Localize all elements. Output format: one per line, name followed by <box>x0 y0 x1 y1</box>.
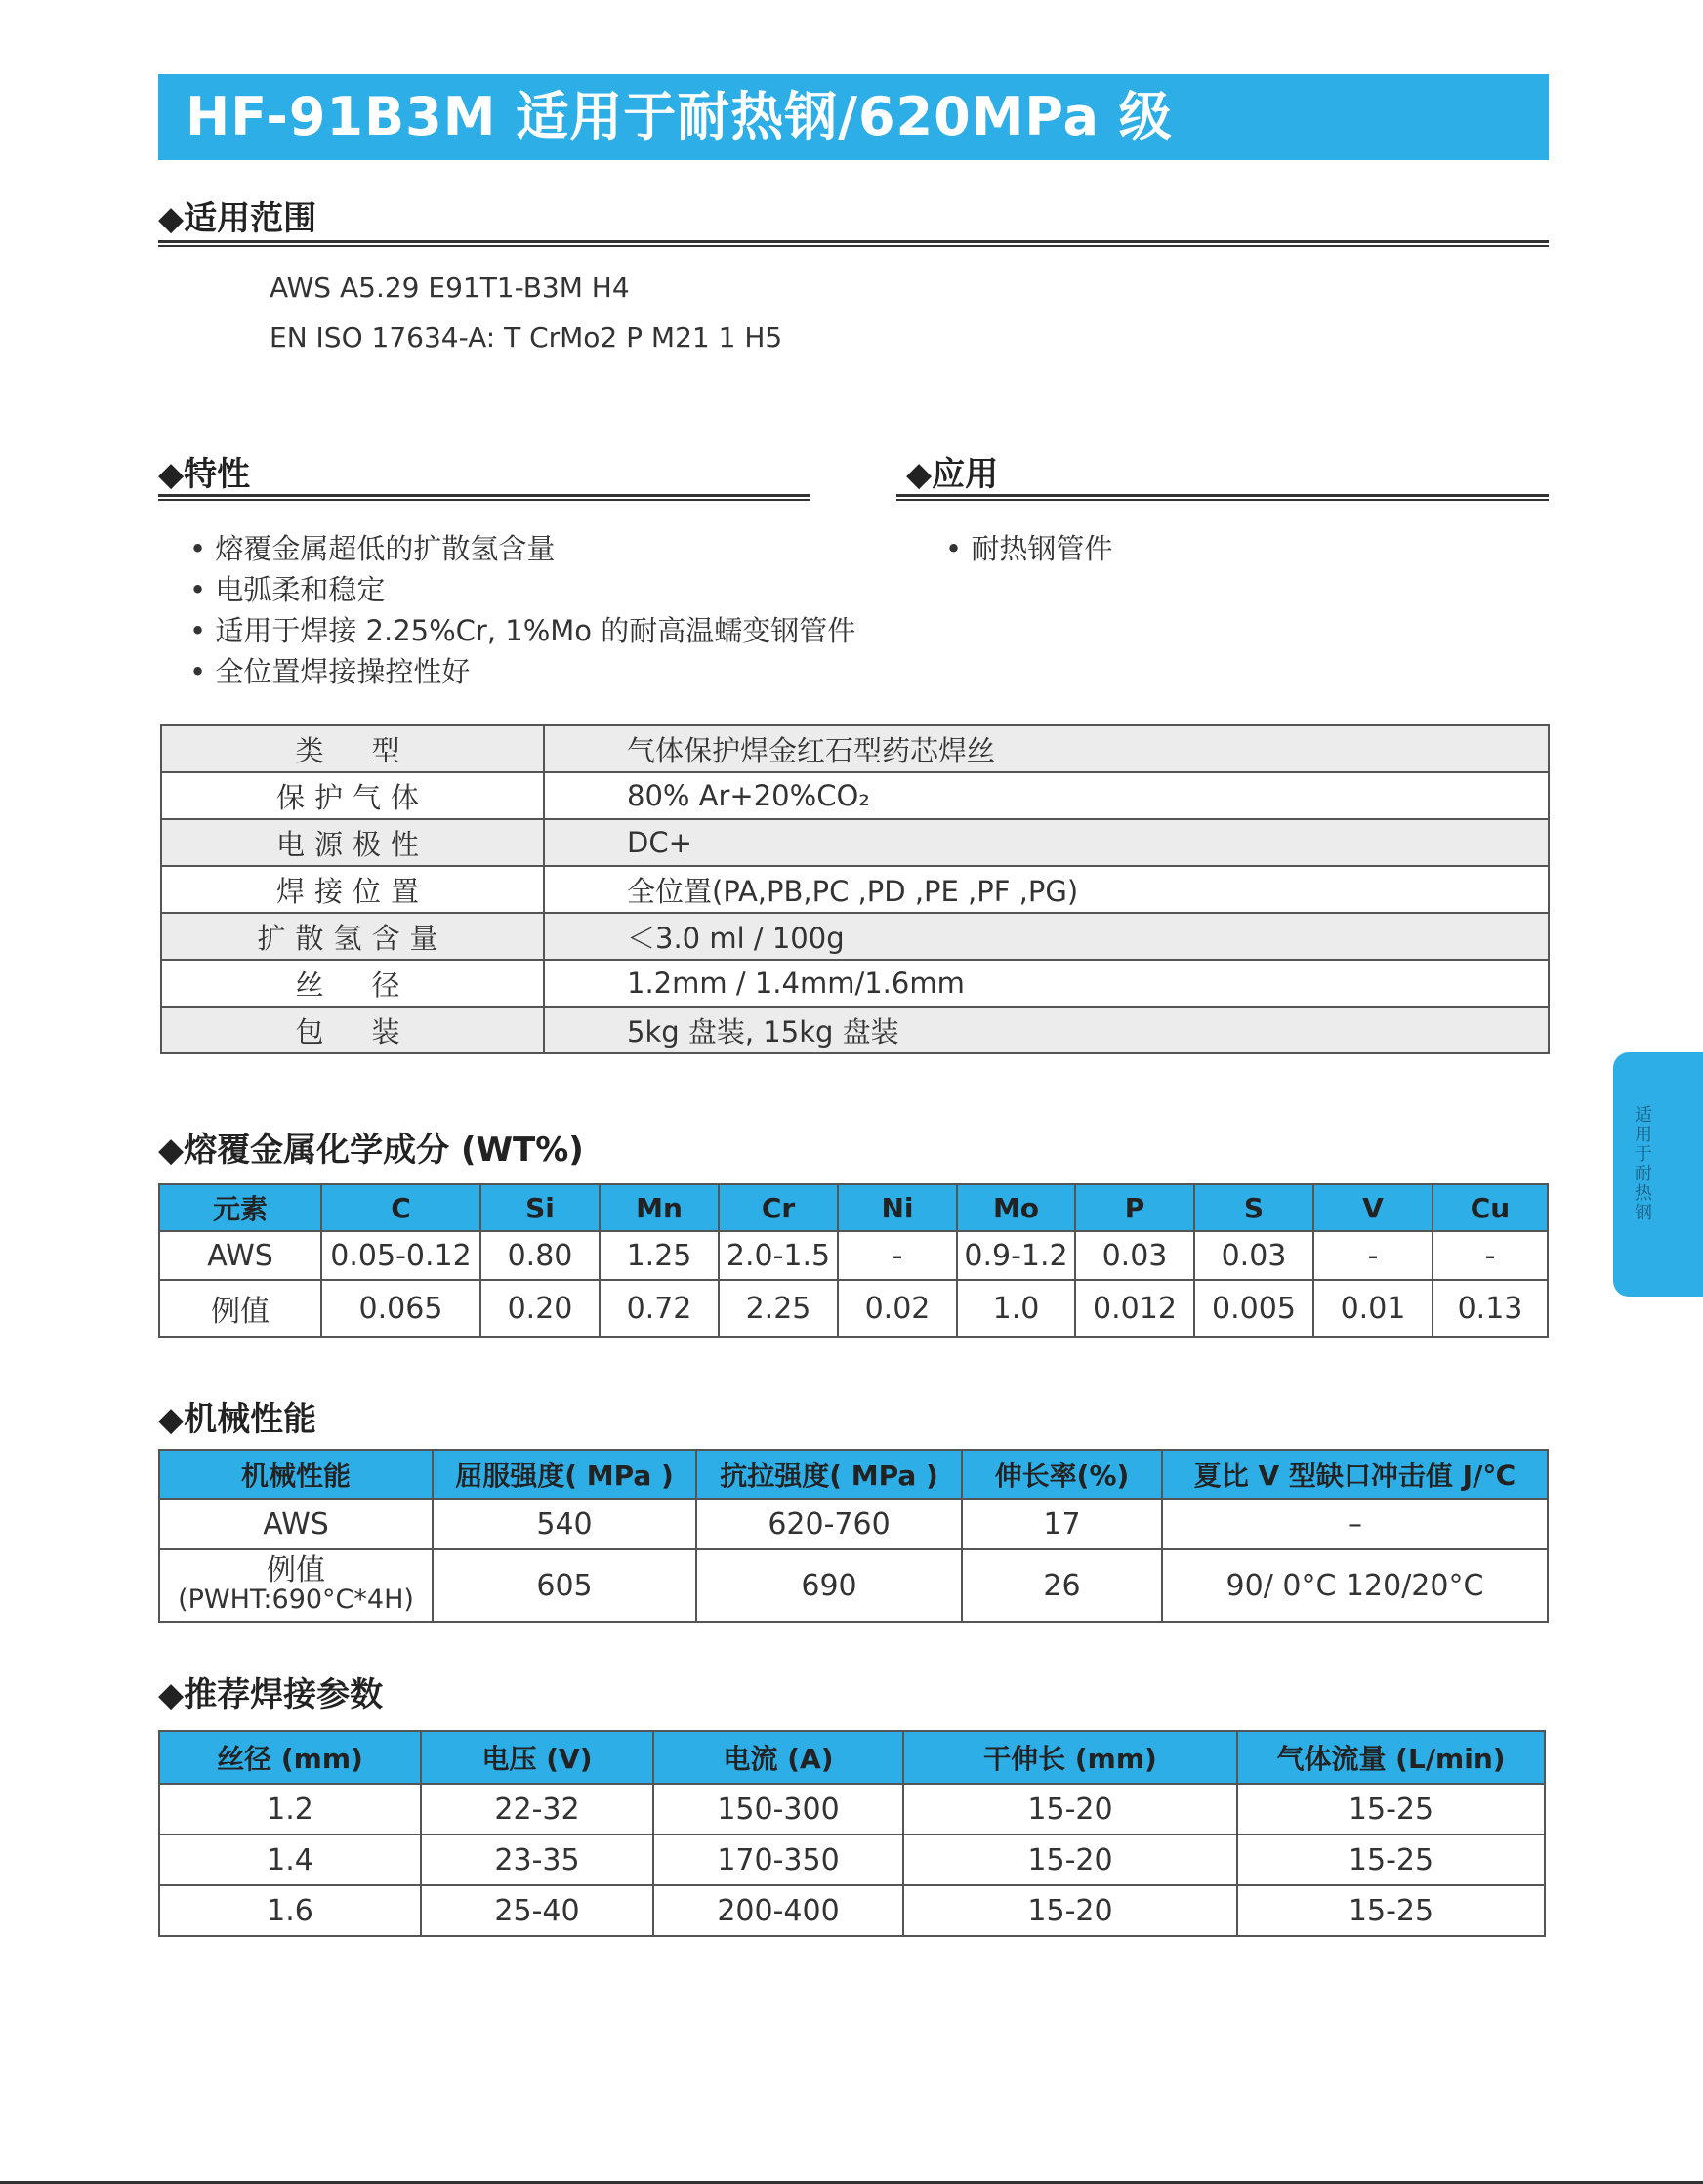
table-cell: - <box>1433 1231 1548 1280</box>
table-cell: 0.9-1.2 <box>957 1231 1075 1280</box>
spec-value: 1.2mm / 1.4mm/1.6mm <box>544 960 1549 1007</box>
table-cell: 0.05-0.12 <box>321 1231 480 1280</box>
table-cell: 15-25 <box>1237 1885 1545 1936</box>
column-header: Ni <box>838 1184 957 1231</box>
table-row <box>161 1007 1549 1053</box>
table-cell: 1.4 <box>159 1834 421 1885</box>
table-row <box>161 913 1549 960</box>
application-item: • 耐热钢管件 <box>945 532 1113 565</box>
table-cell: 0.13 <box>1433 1280 1548 1337</box>
column-header: Mo <box>957 1184 1075 1231</box>
table-cell: 0.80 <box>480 1231 600 1280</box>
table-cell: AWS <box>159 1499 433 1549</box>
table-cell: AWS <box>159 1231 321 1280</box>
table-cell: 15-20 <box>903 1885 1237 1936</box>
feature-item: • 电弧柔和稳定 <box>189 573 386 606</box>
column-header: V <box>1313 1184 1433 1231</box>
table-cell: 605 <box>433 1549 696 1622</box>
table-row <box>161 960 1549 1007</box>
spec-key: 类 型 <box>161 725 544 772</box>
table-row <box>161 725 1549 772</box>
scope-heading: ◆适用范围 <box>158 199 317 238</box>
table-cell: 170-350 <box>653 1834 903 1885</box>
standard-aws: AWS A5.29 E91T1-B3M H4 <box>270 271 630 304</box>
table-cell: 15-25 <box>1237 1784 1545 1834</box>
table-cell: 例值 <box>159 1280 321 1337</box>
table-cell: - <box>1313 1231 1433 1280</box>
mech-table <box>158 1449 1549 1623</box>
table-cell: 15-20 <box>903 1834 1237 1885</box>
column-header: P <box>1075 1184 1194 1231</box>
spec-key: 扩散氢含量 <box>161 913 544 960</box>
column-header: Cu <box>1433 1184 1548 1231</box>
spec-key: 包 装 <box>161 1007 544 1053</box>
table-row <box>159 1784 1545 1834</box>
side-category-tab[interactable] <box>1613 1052 1703 1297</box>
table-cell: 25-40 <box>421 1885 653 1936</box>
table-cell: 0.065 <box>321 1280 480 1337</box>
column-header: 气体流量 (L/min) <box>1237 1731 1545 1784</box>
chem-table <box>158 1183 1549 1338</box>
feature-item: • 适用于焊接 2.25%Cr, 1%Mo 的耐高温蠕变钢管件 <box>189 614 856 647</box>
table-cell: - <box>838 1231 957 1280</box>
features-divider <box>158 494 810 501</box>
chem-heading: ◆熔覆金属化学成分 (WT%) <box>158 1131 584 1170</box>
table-header-row <box>159 1450 1548 1499</box>
table-cell: 15-25 <box>1237 1834 1545 1885</box>
pwht-note: (PWHT:690°C*4H) <box>178 1585 414 1615</box>
column-header: 电压 (V) <box>421 1731 653 1784</box>
table-cell: 540 <box>433 1499 696 1549</box>
feature-item: • 全位置焊接操控性好 <box>189 655 471 688</box>
table-row <box>159 1231 1548 1280</box>
table-row <box>161 772 1549 819</box>
column-header: 夏比 V 型缺口冲击值 J/℃ <box>1162 1450 1548 1499</box>
scope-divider <box>158 240 1549 247</box>
table-cell: 0.03 <box>1194 1231 1313 1280</box>
column-header: 丝径 (mm) <box>159 1731 421 1784</box>
column-header: 抗拉强度( MPa ) <box>696 1450 962 1499</box>
table-row <box>159 1885 1545 1936</box>
table-cell <box>159 1549 433 1622</box>
standard-en-iso: EN ISO 17634-A: T CrMo2 P M21 1 H5 <box>270 321 783 353</box>
spec-key: 丝 径 <box>161 960 544 1007</box>
table-cell: 90/ 0°C 120/20°C <box>1162 1549 1548 1622</box>
column-header: 元素 <box>159 1184 321 1231</box>
table-cell: 0.012 <box>1075 1280 1194 1337</box>
spec-key: 电源极性 <box>161 819 544 866</box>
table-row <box>159 1549 1548 1622</box>
table-cell: 690 <box>696 1549 962 1622</box>
spec-value: 气体保护焊金红石型药芯焊丝 <box>544 725 1549 772</box>
column-header: Si <box>480 1184 600 1231</box>
table-header-row <box>159 1184 1548 1231</box>
spec-value: ＜3.0 ml / 100g <box>544 913 1549 960</box>
table-row <box>159 1834 1545 1885</box>
table-cell: 23-35 <box>421 1834 653 1885</box>
table-cell: 0.01 <box>1313 1280 1433 1337</box>
table-cell: 0.02 <box>838 1280 957 1337</box>
spec-value: 全位置(PA,PB,PC ,PD ,PE ,PF ,PG) <box>544 866 1549 913</box>
table-cell: 620-760 <box>696 1499 962 1549</box>
spec-value: DC+ <box>544 819 1549 866</box>
page-title: HF-91B3M 适用于耐热钢/620MPa 级 <box>158 74 1549 160</box>
table-cell: 0.72 <box>600 1280 719 1337</box>
column-header: 伸长率(%) <box>962 1450 1162 1499</box>
table-cell: 1.25 <box>600 1231 719 1280</box>
spec-value: 80% Ar+20%CO₂ <box>544 772 1549 819</box>
column-header: 屈服强度( MPa ) <box>433 1450 696 1499</box>
table-cell: 0.03 <box>1075 1231 1194 1280</box>
mech-heading: ◆机械性能 <box>158 1400 317 1439</box>
table-cell: 0.20 <box>480 1280 600 1337</box>
column-header: Mn <box>600 1184 719 1231</box>
spec-key: 焊接位置 <box>161 866 544 913</box>
table-cell: 0.005 <box>1194 1280 1313 1337</box>
spec-table <box>160 724 1550 1054</box>
table-row <box>161 819 1549 866</box>
table-cell: 17 <box>962 1499 1162 1549</box>
table-cell: 26 <box>962 1549 1162 1622</box>
table-cell: 150-300 <box>653 1784 903 1834</box>
table-header-row <box>159 1731 1545 1784</box>
table-row <box>161 866 1549 913</box>
table-cell: 1.0 <box>957 1280 1075 1337</box>
column-header: C <box>321 1184 480 1231</box>
column-header: 电流 (A) <box>653 1731 903 1784</box>
application-divider <box>896 494 1549 501</box>
table-cell: – <box>1162 1499 1548 1549</box>
table-row <box>159 1280 1548 1337</box>
features-heading: ◆特性 <box>158 455 251 494</box>
params-table <box>158 1730 1546 1937</box>
column-header: 干伸长 (mm) <box>903 1731 1237 1784</box>
table-cell: 200-400 <box>653 1885 903 1936</box>
spec-key: 保护气体 <box>161 772 544 819</box>
table-cell: 1.2 <box>159 1784 421 1834</box>
table-cell: 2.25 <box>719 1280 838 1337</box>
application-heading: ◆应用 <box>906 455 999 494</box>
sample-label: 例值 <box>267 1553 325 1587</box>
table-cell: 1.6 <box>159 1885 421 1936</box>
feature-item: • 熔覆金属超低的扩散氢含量 <box>189 532 556 565</box>
table-cell: 22-32 <box>421 1784 653 1834</box>
params-heading: ◆推荐焊接参数 <box>158 1675 384 1714</box>
table-cell: 15-20 <box>903 1784 1237 1834</box>
column-header: 机械性能 <box>159 1450 433 1499</box>
spec-value: 5kg 盘装, 15kg 盘装 <box>544 1007 1549 1053</box>
side-tab-label: 适用于耐热钢 <box>1635 1105 1652 1223</box>
table-cell: 2.0-1.5 <box>719 1231 838 1280</box>
column-header: S <box>1194 1184 1313 1231</box>
column-header: Cr <box>719 1184 838 1231</box>
table-row <box>159 1499 1548 1549</box>
